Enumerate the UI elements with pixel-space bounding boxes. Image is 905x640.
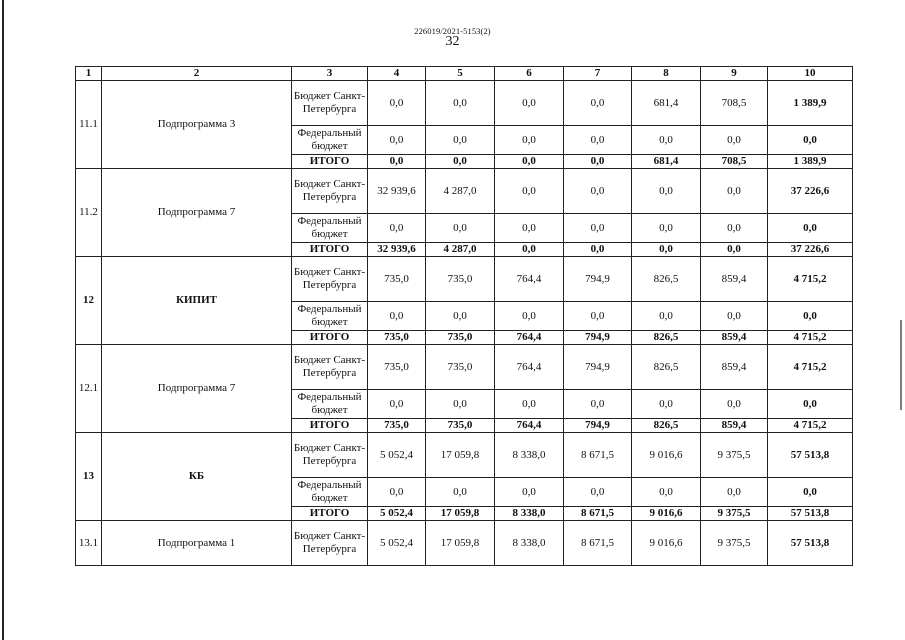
amount-cell: 0,0 bbox=[632, 214, 701, 243]
amount-cell: 0,0 bbox=[368, 390, 426, 419]
total-amount-cell: 859,4 bbox=[701, 419, 768, 433]
column-header: 1 bbox=[76, 67, 102, 81]
amount-cell: 0,0 bbox=[768, 126, 853, 155]
amount-cell: 0,0 bbox=[564, 81, 632, 126]
amount-cell: 9 016,6 bbox=[632, 521, 701, 566]
total-amount-cell: 735,0 bbox=[426, 331, 495, 345]
total-amount-cell: 8 338,0 bbox=[495, 507, 564, 521]
amount-cell: 0,0 bbox=[495, 169, 564, 214]
amount-cell: 0,0 bbox=[632, 478, 701, 507]
table-body bbox=[76, 67, 853, 566]
amount-cell: 0,0 bbox=[495, 478, 564, 507]
amount-cell: 0,0 bbox=[426, 478, 495, 507]
row-name: Подпрограмма 1 bbox=[102, 521, 292, 566]
column-header: 3 bbox=[292, 67, 368, 81]
amount-cell: 0,0 bbox=[368, 214, 426, 243]
total-amount-cell: 0,0 bbox=[368, 155, 426, 169]
amount-cell: 0,0 bbox=[564, 169, 632, 214]
total-amount-cell: 4 287,0 bbox=[426, 243, 495, 257]
amount-cell: 5 052,4 bbox=[368, 433, 426, 478]
total-label: ИТОГО bbox=[292, 507, 368, 521]
table-row bbox=[76, 169, 853, 214]
total-amount-cell: 0,0 bbox=[495, 243, 564, 257]
amount-cell: 0,0 bbox=[701, 214, 768, 243]
column-header: 5 bbox=[426, 67, 495, 81]
column-header: 10 bbox=[768, 67, 853, 81]
total-amount-cell: 0,0 bbox=[564, 243, 632, 257]
total-amount-cell: 0,0 bbox=[564, 155, 632, 169]
amount-cell: 708,5 bbox=[701, 81, 768, 126]
funding-source-label: Бюджет Санкт-Петербурга bbox=[292, 433, 368, 478]
total-amount-cell: 735,0 bbox=[368, 419, 426, 433]
total-amount-cell: 735,0 bbox=[368, 331, 426, 345]
total-amount-cell: 826,5 bbox=[632, 419, 701, 433]
total-amount-cell: 4 715,2 bbox=[768, 331, 853, 345]
funding-source-label: Федеральный бюджет bbox=[292, 390, 368, 419]
scan-left-edge bbox=[2, 0, 4, 640]
amount-cell: 1 389,9 bbox=[768, 81, 853, 126]
amount-cell: 0,0 bbox=[564, 302, 632, 331]
total-amount-cell: 4 715,2 bbox=[768, 419, 853, 433]
column-header: 7 bbox=[564, 67, 632, 81]
total-amount-cell: 9 016,6 bbox=[632, 507, 701, 521]
amount-cell: 0,0 bbox=[632, 126, 701, 155]
table-row bbox=[76, 257, 853, 302]
funding-source-label: Федеральный бюджет bbox=[292, 302, 368, 331]
amount-cell: 57 513,8 bbox=[768, 433, 853, 478]
amount-cell: 0,0 bbox=[495, 390, 564, 419]
amount-cell: 57 513,8 bbox=[768, 521, 853, 566]
amount-cell: 17 059,8 bbox=[426, 521, 495, 566]
column-header: 8 bbox=[632, 67, 701, 81]
amount-cell: 5 052,4 bbox=[368, 521, 426, 566]
total-amount-cell: 681,4 bbox=[632, 155, 701, 169]
funding-source-label: Бюджет Санкт-Петербурга bbox=[292, 345, 368, 390]
amount-cell: 0,0 bbox=[495, 302, 564, 331]
total-amount-cell: 764,4 bbox=[495, 331, 564, 345]
total-amount-cell: 32 939,6 bbox=[368, 243, 426, 257]
funding-source-label: Бюджет Санкт-Петербурга bbox=[292, 169, 368, 214]
amount-cell: 735,0 bbox=[426, 345, 495, 390]
row-name: КИПИТ bbox=[102, 257, 292, 345]
amount-cell: 9 375,5 bbox=[701, 521, 768, 566]
amount-cell: 0,0 bbox=[368, 126, 426, 155]
scan-right-mark bbox=[900, 320, 902, 410]
row-name: Подпрограмма 3 bbox=[102, 81, 292, 169]
row-code: 13 bbox=[76, 433, 102, 521]
amount-cell: 764,4 bbox=[495, 257, 564, 302]
total-amount-cell: 0,0 bbox=[495, 155, 564, 169]
amount-cell: 0,0 bbox=[495, 126, 564, 155]
total-amount-cell: 8 671,5 bbox=[564, 507, 632, 521]
total-label: ИТОГО bbox=[292, 331, 368, 345]
table-row bbox=[76, 81, 853, 126]
total-amount-cell: 794,9 bbox=[564, 419, 632, 433]
amount-cell: 0,0 bbox=[768, 478, 853, 507]
funding-source-label: Федеральный бюджет bbox=[292, 126, 368, 155]
amount-cell: 8 671,5 bbox=[564, 521, 632, 566]
row-name: КБ bbox=[102, 433, 292, 521]
amount-cell: 859,4 bbox=[701, 345, 768, 390]
amount-cell: 735,0 bbox=[426, 257, 495, 302]
amount-cell: 0,0 bbox=[426, 81, 495, 126]
amount-cell: 0,0 bbox=[632, 390, 701, 419]
amount-cell: 0,0 bbox=[701, 169, 768, 214]
page-number: 32 bbox=[445, 34, 460, 49]
total-amount-cell: 57 513,8 bbox=[768, 507, 853, 521]
amount-cell: 794,9 bbox=[564, 257, 632, 302]
funding-source-label: Бюджет Санкт-Петербурга bbox=[292, 81, 368, 126]
table-row bbox=[76, 433, 853, 478]
column-header: 9 bbox=[701, 67, 768, 81]
amount-cell: 0,0 bbox=[701, 126, 768, 155]
amount-cell: 826,5 bbox=[632, 345, 701, 390]
amount-cell: 0,0 bbox=[632, 169, 701, 214]
amount-cell: 0,0 bbox=[368, 302, 426, 331]
funding-source-label: Федеральный бюджет bbox=[292, 214, 368, 243]
amount-cell: 0,0 bbox=[426, 302, 495, 331]
document-id: 226019/2021-5153(2) bbox=[414, 26, 491, 36]
funding-source-label: Бюджет Санкт-Петербурга bbox=[292, 257, 368, 302]
row-code: 13.1 bbox=[76, 521, 102, 566]
amount-cell: 0,0 bbox=[564, 126, 632, 155]
amount-cell: 859,4 bbox=[701, 257, 768, 302]
amount-cell: 0,0 bbox=[564, 390, 632, 419]
amount-cell: 764,4 bbox=[495, 345, 564, 390]
column-header: 2 bbox=[102, 67, 292, 81]
total-amount-cell: 0,0 bbox=[426, 155, 495, 169]
total-amount-cell: 859,4 bbox=[701, 331, 768, 345]
total-amount-cell: 1 389,9 bbox=[768, 155, 853, 169]
amount-cell: 17 059,8 bbox=[426, 433, 495, 478]
amount-cell: 0,0 bbox=[564, 478, 632, 507]
total-label: ИТОГО bbox=[292, 155, 368, 169]
amount-cell: 0,0 bbox=[564, 214, 632, 243]
table-row bbox=[76, 345, 853, 390]
amount-cell: 0,0 bbox=[495, 81, 564, 126]
amount-cell: 0,0 bbox=[368, 81, 426, 126]
amount-cell: 8 338,0 bbox=[495, 433, 564, 478]
total-amount-cell: 794,9 bbox=[564, 331, 632, 345]
total-amount-cell: 735,0 bbox=[426, 419, 495, 433]
amount-cell: 794,9 bbox=[564, 345, 632, 390]
amount-cell: 0,0 bbox=[426, 214, 495, 243]
total-amount-cell: 37 226,6 bbox=[768, 243, 853, 257]
total-amount-cell: 17 059,8 bbox=[426, 507, 495, 521]
amount-cell: 4 287,0 bbox=[426, 169, 495, 214]
column-header: 4 bbox=[368, 67, 426, 81]
amount-cell: 0,0 bbox=[768, 302, 853, 331]
amount-cell: 681,4 bbox=[632, 81, 701, 126]
amount-cell: 826,5 bbox=[632, 257, 701, 302]
row-name: Подпрограмма 7 bbox=[102, 345, 292, 433]
row-code: 12.1 bbox=[76, 345, 102, 433]
total-amount-cell: 0,0 bbox=[632, 243, 701, 257]
amount-cell: 0,0 bbox=[426, 126, 495, 155]
amount-cell: 735,0 bbox=[368, 345, 426, 390]
table-row bbox=[76, 521, 853, 566]
amount-cell: 4 715,2 bbox=[768, 257, 853, 302]
amount-cell: 8 671,5 bbox=[564, 433, 632, 478]
amount-cell: 0,0 bbox=[495, 214, 564, 243]
row-code: 11.1 bbox=[76, 81, 102, 169]
total-amount-cell: 5 052,4 bbox=[368, 507, 426, 521]
amount-cell: 0,0 bbox=[701, 390, 768, 419]
total-label: ИТОГО bbox=[292, 243, 368, 257]
row-name: Подпрограмма 7 bbox=[102, 169, 292, 257]
total-amount-cell: 764,4 bbox=[495, 419, 564, 433]
total-amount-cell: 708,5 bbox=[701, 155, 768, 169]
amount-cell: 0,0 bbox=[632, 302, 701, 331]
amount-cell: 0,0 bbox=[701, 302, 768, 331]
amount-cell: 32 939,6 bbox=[368, 169, 426, 214]
amount-cell: 0,0 bbox=[426, 390, 495, 419]
budget-table bbox=[75, 66, 853, 566]
amount-cell: 0,0 bbox=[368, 478, 426, 507]
amount-cell: 0,0 bbox=[768, 390, 853, 419]
total-amount-cell: 826,5 bbox=[632, 331, 701, 345]
amount-cell: 0,0 bbox=[768, 214, 853, 243]
amount-cell: 0,0 bbox=[701, 478, 768, 507]
amount-cell: 9 375,5 bbox=[701, 433, 768, 478]
column-number-row bbox=[76, 67, 853, 81]
total-amount-cell: 0,0 bbox=[701, 243, 768, 257]
amount-cell: 735,0 bbox=[368, 257, 426, 302]
amount-cell: 37 226,6 bbox=[768, 169, 853, 214]
amount-cell: 4 715,2 bbox=[768, 345, 853, 390]
amount-cell: 9 016,6 bbox=[632, 433, 701, 478]
funding-source-label: Бюджет Санкт-Петербурга bbox=[292, 521, 368, 566]
row-code: 11.2 bbox=[76, 169, 102, 257]
row-code: 12 bbox=[76, 257, 102, 345]
funding-source-label: Федеральный бюджет bbox=[292, 478, 368, 507]
total-amount-cell: 9 375,5 bbox=[701, 507, 768, 521]
amount-cell: 8 338,0 bbox=[495, 521, 564, 566]
total-label: ИТОГО bbox=[292, 419, 368, 433]
column-header: 6 bbox=[495, 67, 564, 81]
